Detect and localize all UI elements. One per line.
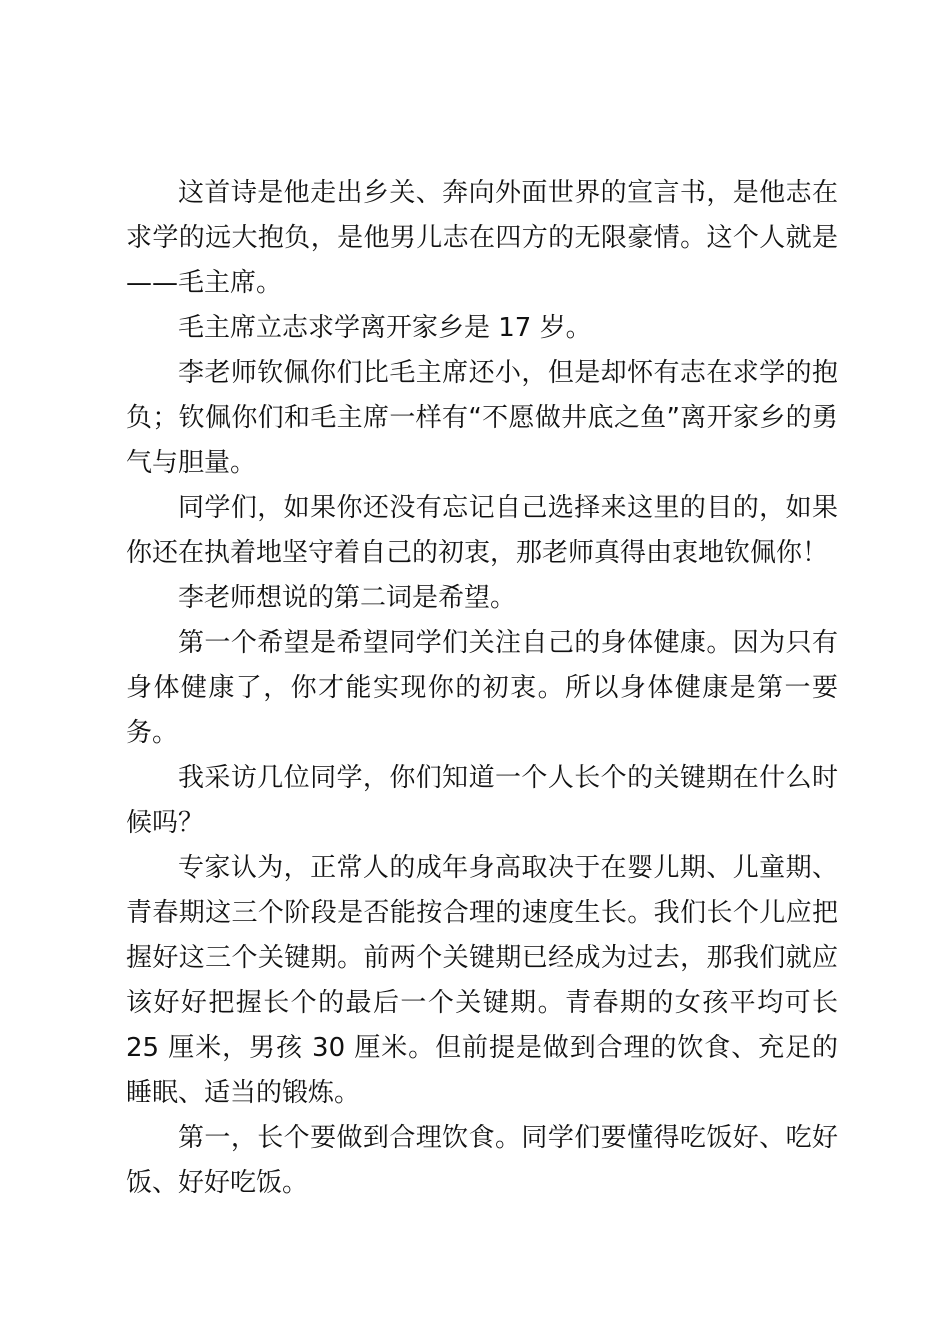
- paragraph: 专家认为，正常人的成年身高取决于在婴儿期、儿童期、青春期这三个阶段是否能按合理的速度生长。我们长个儿应把握好这三个关键期。前两个关键期已经成为过去，那我们就应该好好把握长个的最后一个关键期。青春期的女孩平均可长 25 厘米，男孩 30 厘米。但前提是做到合理的饮食、充足的睡眠、适当的锻炼。: [126, 853, 838, 1108]
- paragraph: 第一个希望是希望同学们关注自己的身体健康。因为只有身体健康了，你才能实现你的初衷。所以身体健康是第一要务。: [126, 628, 838, 748]
- paragraph: 李老师钦佩你们比毛主席还小，但是却怀有志在求学的抱负；钦佩你们和毛主席一样有“不愿做井底之鱼”离开家乡的勇气与胆量。: [126, 358, 838, 478]
- paragraph: 我采访几位同学，你们知道一个人长个的关键期在什么时候吗？: [126, 763, 838, 838]
- paragraph: 这首诗是他走出乡关、奔向外面世界的宣言书，是他志在求学的远大抱负，是他男儿志在四方的无限豪情。这个人就是——毛主席。: [126, 178, 838, 298]
- paragraph: 第一，长个要做到合理饮食。同学们要懂得吃饭好、吃好饭、好好吃饭。: [126, 1123, 838, 1198]
- paragraph: 毛主席立志求学离开家乡是 17 岁。: [178, 313, 592, 343]
- document-body: [126, 171, 838, 1206]
- paragraph: 李老师想说的第二词是希望。: [178, 583, 517, 613]
- paragraph: 同学们，如果你还没有忘记自己选择来这里的目的，如果你还在执着地坚守着自己的初衷，那老师真得由衷地钦佩你！: [126, 493, 838, 568]
